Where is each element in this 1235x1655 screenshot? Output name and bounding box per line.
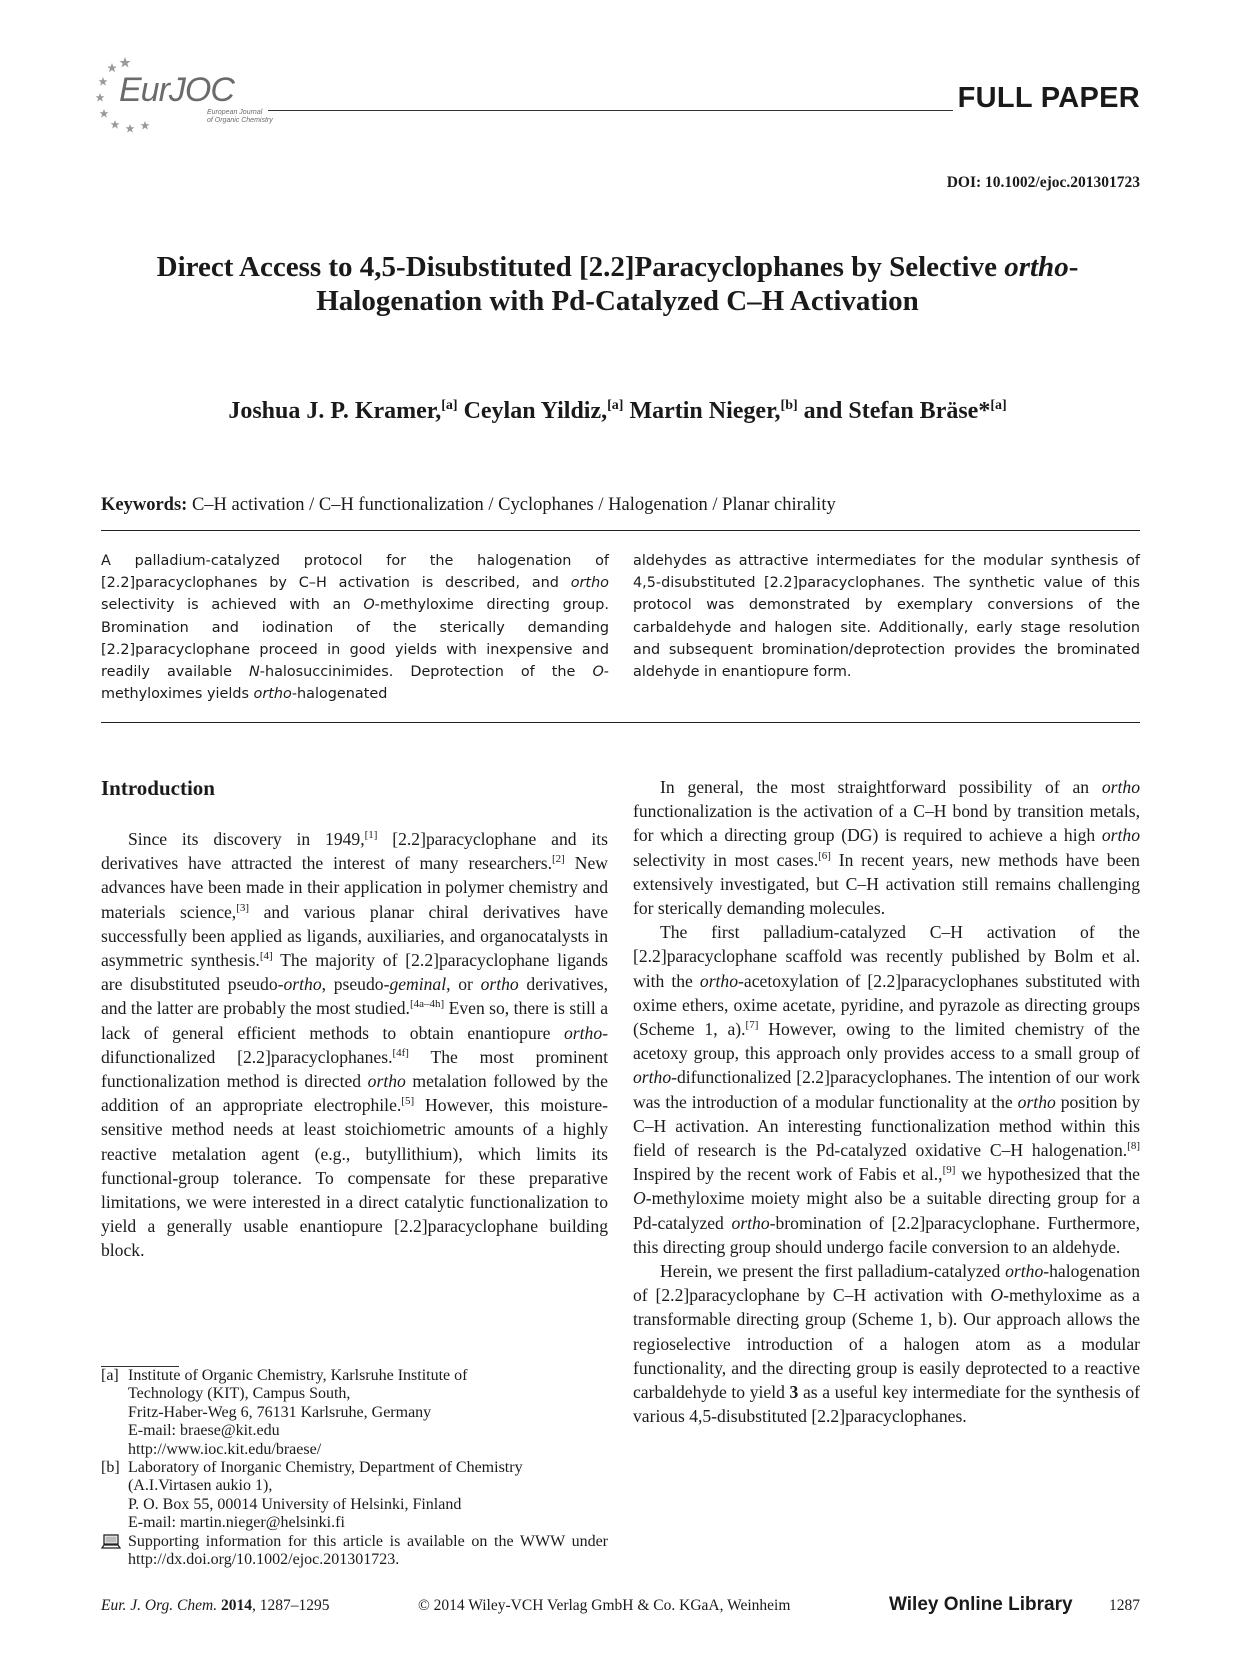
paragraph: Herein, we present the first palladium-catalyzed ortho-halogenation of [2.2]paracyclophane by C–H activation with O-methyloxime as a transformable directing group (Scheme 1, b). Our approach allows the regioselective introduction of a halogen atom as a modular functionality, and the directing group is easily deprotected to a reactive carbaldehyde to yield 3 as a useful key intermediate for the synthesis of various 4,5-disubstituted [2.2]paracyclophanes.: [633, 1261, 1140, 1427]
footnotes: [101, 1367, 608, 1569]
keywords-label: Keywords:: [101, 495, 188, 515]
intro-right-column: [633, 775, 1140, 1428]
paper-title: Direct Access to 4,5-Disubstituted [2.2]Paracyclophanes by Selective ortho-Halogenation with Pd-Catalyzed C–H Activation: [156, 251, 1079, 317]
url-link[interactable]: http://www.ioc.kit.edu/braese/: [128, 1440, 322, 1458]
copyright: © 2014 Wiley-VCH Verlag GmbH & Co. KGaA, Weinheim: [418, 1597, 791, 1614]
keywords: [101, 495, 836, 516]
author-name: Joshua J. P. Kramer,: [228, 398, 442, 424]
author-affiliation: [a]: [441, 398, 458, 413]
logo-wordmark: EurJOC: [119, 71, 234, 109]
doi-text: DOI: 10.1002/ejoc.201301723: [946, 174, 1140, 191]
footnote-mark: [a]: [101, 1367, 119, 1384]
abstract-left: [101, 550, 609, 705]
author-affiliation: [a]: [607, 398, 624, 413]
logo-subtitle: European Journal of Organic Chemistry: [207, 109, 273, 124]
abstract-rule: [101, 722, 1140, 723]
author-affiliation: [a]: [990, 398, 1007, 413]
email-link[interactable]: E-mail: martin.nieger@helsinki.fi: [128, 1514, 345, 1532]
footnote-mark: [b]: [101, 1459, 120, 1477]
paragraph: Since its discovery in 1949,[1] [2.2]paracyclophane and its derivatives have attracted the interest of many researchers.[2] New advances have been made in their application in polymer chemistry and materials science,[3] and various planar chiral derivatives have successfully been applied as ligands, auxiliaries, and organocatalysts in asymmetric synthesis.[4] The majority of [2.2]paracyclophane ligands are disubstituted pseudo-ortho, pseudo-geminal, or ortho derivatives, and the latter are probably the most studied.[4a–4h] Even so, there is still a lack of general efficient methods to obtain enantiopure ortho-difunctionalized [2.2]paracyclophanes.[4f] The most prominent functionalization method is directed ortho metalation followed by the addition of an appropriate electrophile.[5] However, this moisture-sensitive method needs at least stoichiometric amounts of a highly reactive metalation agent (e.g., butyllithium), which limits its functional-group tolerance. To compensate for these preparative limitations, we were interested in a direct catalytic functionalization to yield a generally usable enantiopure [2.2]paracyclophane building block.: [101, 829, 609, 1261]
author-name: and Stefan Bräse*: [803, 398, 991, 424]
footnote-b: [b] Laboratory of Inorganic Chemistry, Department of Chemistry (A.I.Virtasen aukio 1), P. O. Box 55, 00014 University of Helsinki, Finland E-mail: martin.nieger@helsinki.fi: [101, 1459, 608, 1533]
abstract-left-text: A palladium-catalyzed protocol for the halogenation of [2.2]paracyclophanes by C–H activation is described, and ortho selectivity is achieved with an O-methyloxime directing group. Bromination and iodination of the sterically demanding [2.2]paracyclophane proceed in good yields with inexpensive and readily available N-halosuccinimides. Deprotection of the O-methyloximes yields ortho-halogenated: [101, 553, 609, 703]
citation: Eur. J. Org. Chem. 2014, 1287–1295: [101, 1597, 330, 1614]
header-rule: [268, 110, 953, 111]
keywords-rule: [101, 530, 1140, 531]
author-name: Martin Nieger,: [629, 398, 781, 424]
abstract-right: [633, 550, 1140, 683]
author-affiliation: [b]: [780, 398, 798, 413]
email-link[interactable]: E-mail: braese@kit.edu: [128, 1422, 280, 1440]
footnote-a: [a] Institute of Organic Chemistry, Karlsruhe Institute of Technology (KIT), Campus South, Fritz-Haber-Weg 6, 76131 Karlsruhe, Germany E-mail: braese@kit.edu http://www.ioc.kit.edu/braese/: [101, 1367, 608, 1459]
keywords-text: C–H activation / C–H functionalization / Cyclophanes / Halogenation / Planar chirality: [191, 495, 836, 515]
author-name: Ceylan Yildiz,: [463, 398, 608, 424]
supporting-info-text: Supporting information for this article is available on the WWW under http://dx.doi.org/10.1002/ejoc.201301723.: [128, 1532, 608, 1569]
paragraph: In general, the most straightforward possibility of an ortho functionalization is the activation of a C–H bond by transition metals, for which a directing group (DG) is required to achieve a high ortho selectivity in most cases.[6] In recent years, new methods have been extensively investigated, but C–H activation still remains challenging for sterically demanding molecules.: [633, 777, 1140, 919]
journal-logo: [95, 55, 273, 135]
footnote-supporting-info: [101, 1533, 608, 1570]
abstract-right-text: aldehydes as attractive intermediates for the modular synthesis of 4,5-disubstituted [2.2]paracyclophanes. The synthetic value of this protocol was demonstrated by exemplary conversions of the carbaldehyde and halogen site. Additionally, early stage resolution and subsequent bromination/deprotection provides the brominated aldehyde in enantiopure form.: [633, 553, 1140, 681]
intro-left-column: [101, 827, 608, 1263]
section-heading: Introduction: [101, 776, 215, 800]
page-number: 1287: [1109, 1597, 1140, 1614]
section-label: FULL PAPER: [957, 82, 1140, 114]
paragraph: The first palladium-catalyzed C–H activation of the [2.2]paracyclophane scaffold was recently published by Bolm et al. with the ortho-acetoxylation of [2.2]paracyclophanes substituted with oxime ethers, oxime acetate, pyridine, and pyrazole as directing groups (Scheme 1, a).[7] However, owing to the limited chemistry of the acetoxy group, this approach only provides access to a small group of ortho-difunctionalized [2.2]paracyclophanes. The intention of our work was the introduction of a modular functionality at the ortho position by C–H activation. An interesting functionalization method within this field of research is the Pd-catalyzed oxidative C–H halogenation.[8] Inspired by the recent work of Fabis et al.,[9] we hypothesized that the O-methyloxime moiety might also be a suitable directing group for a Pd-catalyzed ortho-bromination of [2.2]paracyclophane. Furthermore, this directing group should undergo facile conversion to an aldehyde.: [633, 922, 1140, 1257]
computer-icon: [101, 1533, 121, 1556]
author-list: [95, 398, 1140, 425]
wiley-online-library-logo: Wiley Online Library: [889, 1594, 1073, 1615]
